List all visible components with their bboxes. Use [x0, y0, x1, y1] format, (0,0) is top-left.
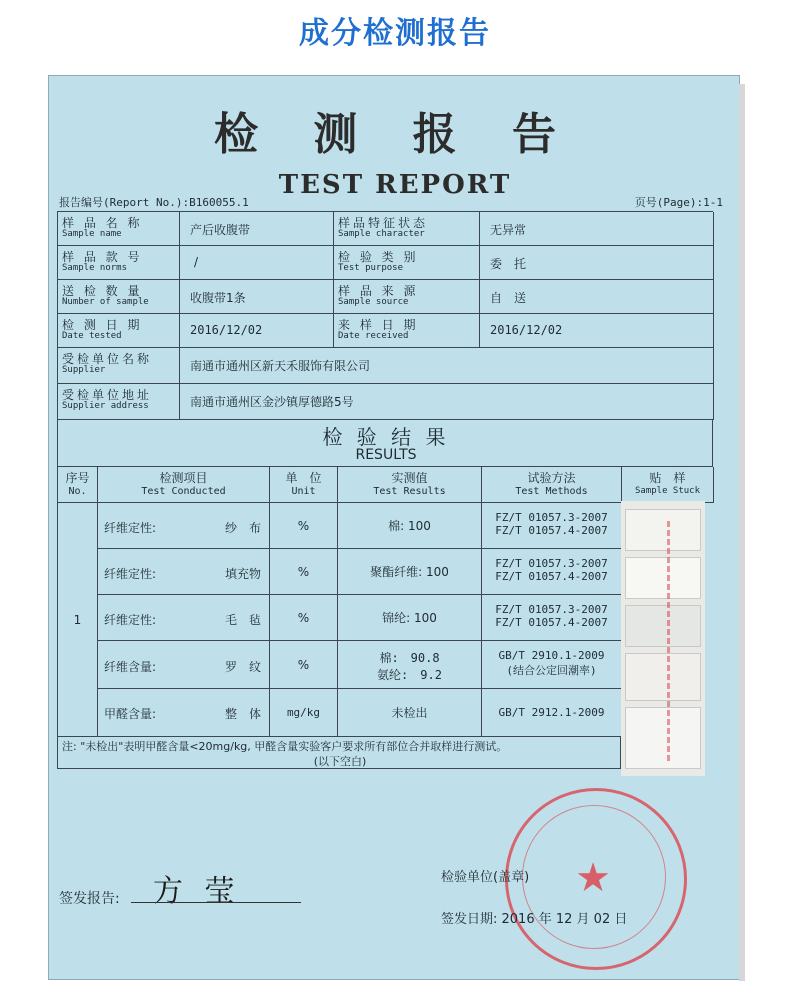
header-sample-stuck: 贴 样 Sample Stuck [622, 467, 714, 503]
report-number: 报告编号(Report No.):B160055.1 [59, 196, 249, 209]
date-tested-label: 检 测 日 期 Date tested [58, 314, 180, 348]
unit-cell: % [270, 641, 338, 689]
date-received-value: 2016/12/02 [480, 314, 714, 348]
seam-stamp-mark [667, 521, 704, 761]
results-title-en: RESULTS [355, 447, 417, 463]
supplier-address-value: 南通市通州区金沙镇厚德路5号 [180, 384, 714, 420]
seal-star-icon: ★ [575, 855, 611, 901]
report-title-cn: 检 测 报 告 [214, 109, 576, 160]
method-cell: GB/T 2910.1-2009 (结合公定回潮率) [482, 641, 622, 689]
unit-cell: % [270, 595, 338, 641]
method-cell: FZ/T 01057.3-2007 FZ/T 01057.4-2007 [482, 595, 622, 641]
header-test-conducted: 检测项目 Test Conducted [98, 467, 270, 503]
sample-name-label: 样 品 名 称 Sample name [58, 212, 180, 246]
unit-cell: % [270, 503, 338, 549]
header-unit: 单 位 Unit [270, 467, 338, 503]
results-title-band [57, 419, 713, 467]
signer-label: 签发报告: [59, 891, 120, 907]
table-row: 甲醛含量: 整 体 [98, 689, 270, 737]
sample-norms-label: 样 品 款 号 Sample norms [58, 246, 180, 280]
sample-name-value: 产后收腹带 [180, 212, 334, 246]
header-no: 序号 No. [58, 467, 98, 503]
result-cell: 聚酯纤维: 100 [338, 549, 482, 595]
date-tested-value: 2016/12/02 [180, 314, 334, 348]
result-cell: 棉: 100 [338, 503, 482, 549]
test-purpose-label: 检 验 类 别 Test purpose [334, 246, 480, 280]
number-of-sample-label: 送 检 数 量 Number of sample [58, 280, 180, 314]
table-row: 纤维定性: 填充物 [98, 549, 270, 595]
page-heading: 成分检测报告 [299, 16, 491, 51]
method-cell: FZ/T 01057.3-2007 FZ/T 01057.4-2007 [482, 503, 622, 549]
table-row: 纤维定性: 纱 布 [98, 503, 270, 549]
results-title-cn: 检 验 结 果 [322, 425, 450, 449]
sample-source-label: 样 品 来 源 Sample source [334, 280, 480, 314]
inspection-unit-label: 检验单位(盖章) [441, 870, 530, 885]
result-cell: 锦纶: 100 [338, 595, 482, 641]
sample-stuck-area [621, 501, 705, 776]
sign-date: 签发日期: 2016 年 12 月 02 日 [441, 912, 628, 927]
header-test-results: 实测值 Test Results [338, 467, 482, 503]
sample-source-value: 自 送 [480, 280, 714, 314]
table-row: 纤维含量: 罗 纹 [98, 641, 270, 689]
results-table [57, 467, 713, 737]
sample-info-table [57, 211, 713, 419]
report-title-en: TEST REPORT [278, 170, 512, 200]
unit-cell: % [270, 549, 338, 595]
number-of-sample-value: 收腹带1条 [180, 280, 334, 314]
result-cell: 棉: 90.8 氨纶: 9.2 [338, 641, 482, 689]
table-row: 纤维定性: 毛 毡 [98, 595, 270, 641]
signature-line [131, 902, 301, 903]
paper-shadow [739, 84, 745, 981]
blank-below-text: (以下空白) [313, 755, 367, 768]
supplier-label: 受检单位名称 Supplier [58, 348, 180, 384]
sample-character-label: 样品特征状态 Sample character [334, 212, 480, 246]
unit-cell: mg/kg [270, 689, 338, 737]
test-purpose-value: 委 托 [480, 246, 714, 280]
method-cell: FZ/T 01057.3-2007 FZ/T 01057.4-2007 [482, 549, 622, 595]
test-report-sheet [48, 75, 740, 980]
method-cell: GB/T 2912.1-2009 [482, 689, 622, 737]
supplier-address-label: 受检单位地址 Supplier address [58, 384, 180, 420]
date-received-label: 来 样 日 期 Date received [334, 314, 480, 348]
inspection-seal [505, 788, 687, 970]
sample-norms-value: / [180, 246, 334, 280]
note-box [57, 737, 621, 769]
note-text: 注: "未检出"表明甲醛含量<20mg/kg, 甲醛含量实验客户要求所有部位合并取样进行测试。 [62, 740, 508, 753]
supplier-value: 南通市通州区新天禾服饰有限公司 [180, 348, 714, 384]
sample-character-value: 无异常 [480, 212, 714, 246]
header-test-methods: 试验方法 Test Methods [482, 467, 622, 503]
signature: 方 莹 [153, 874, 241, 909]
result-cell: 未检出 [338, 689, 482, 737]
page-number: 页号(Page):1-1 [634, 196, 723, 209]
row-number: 1 [58, 503, 98, 737]
